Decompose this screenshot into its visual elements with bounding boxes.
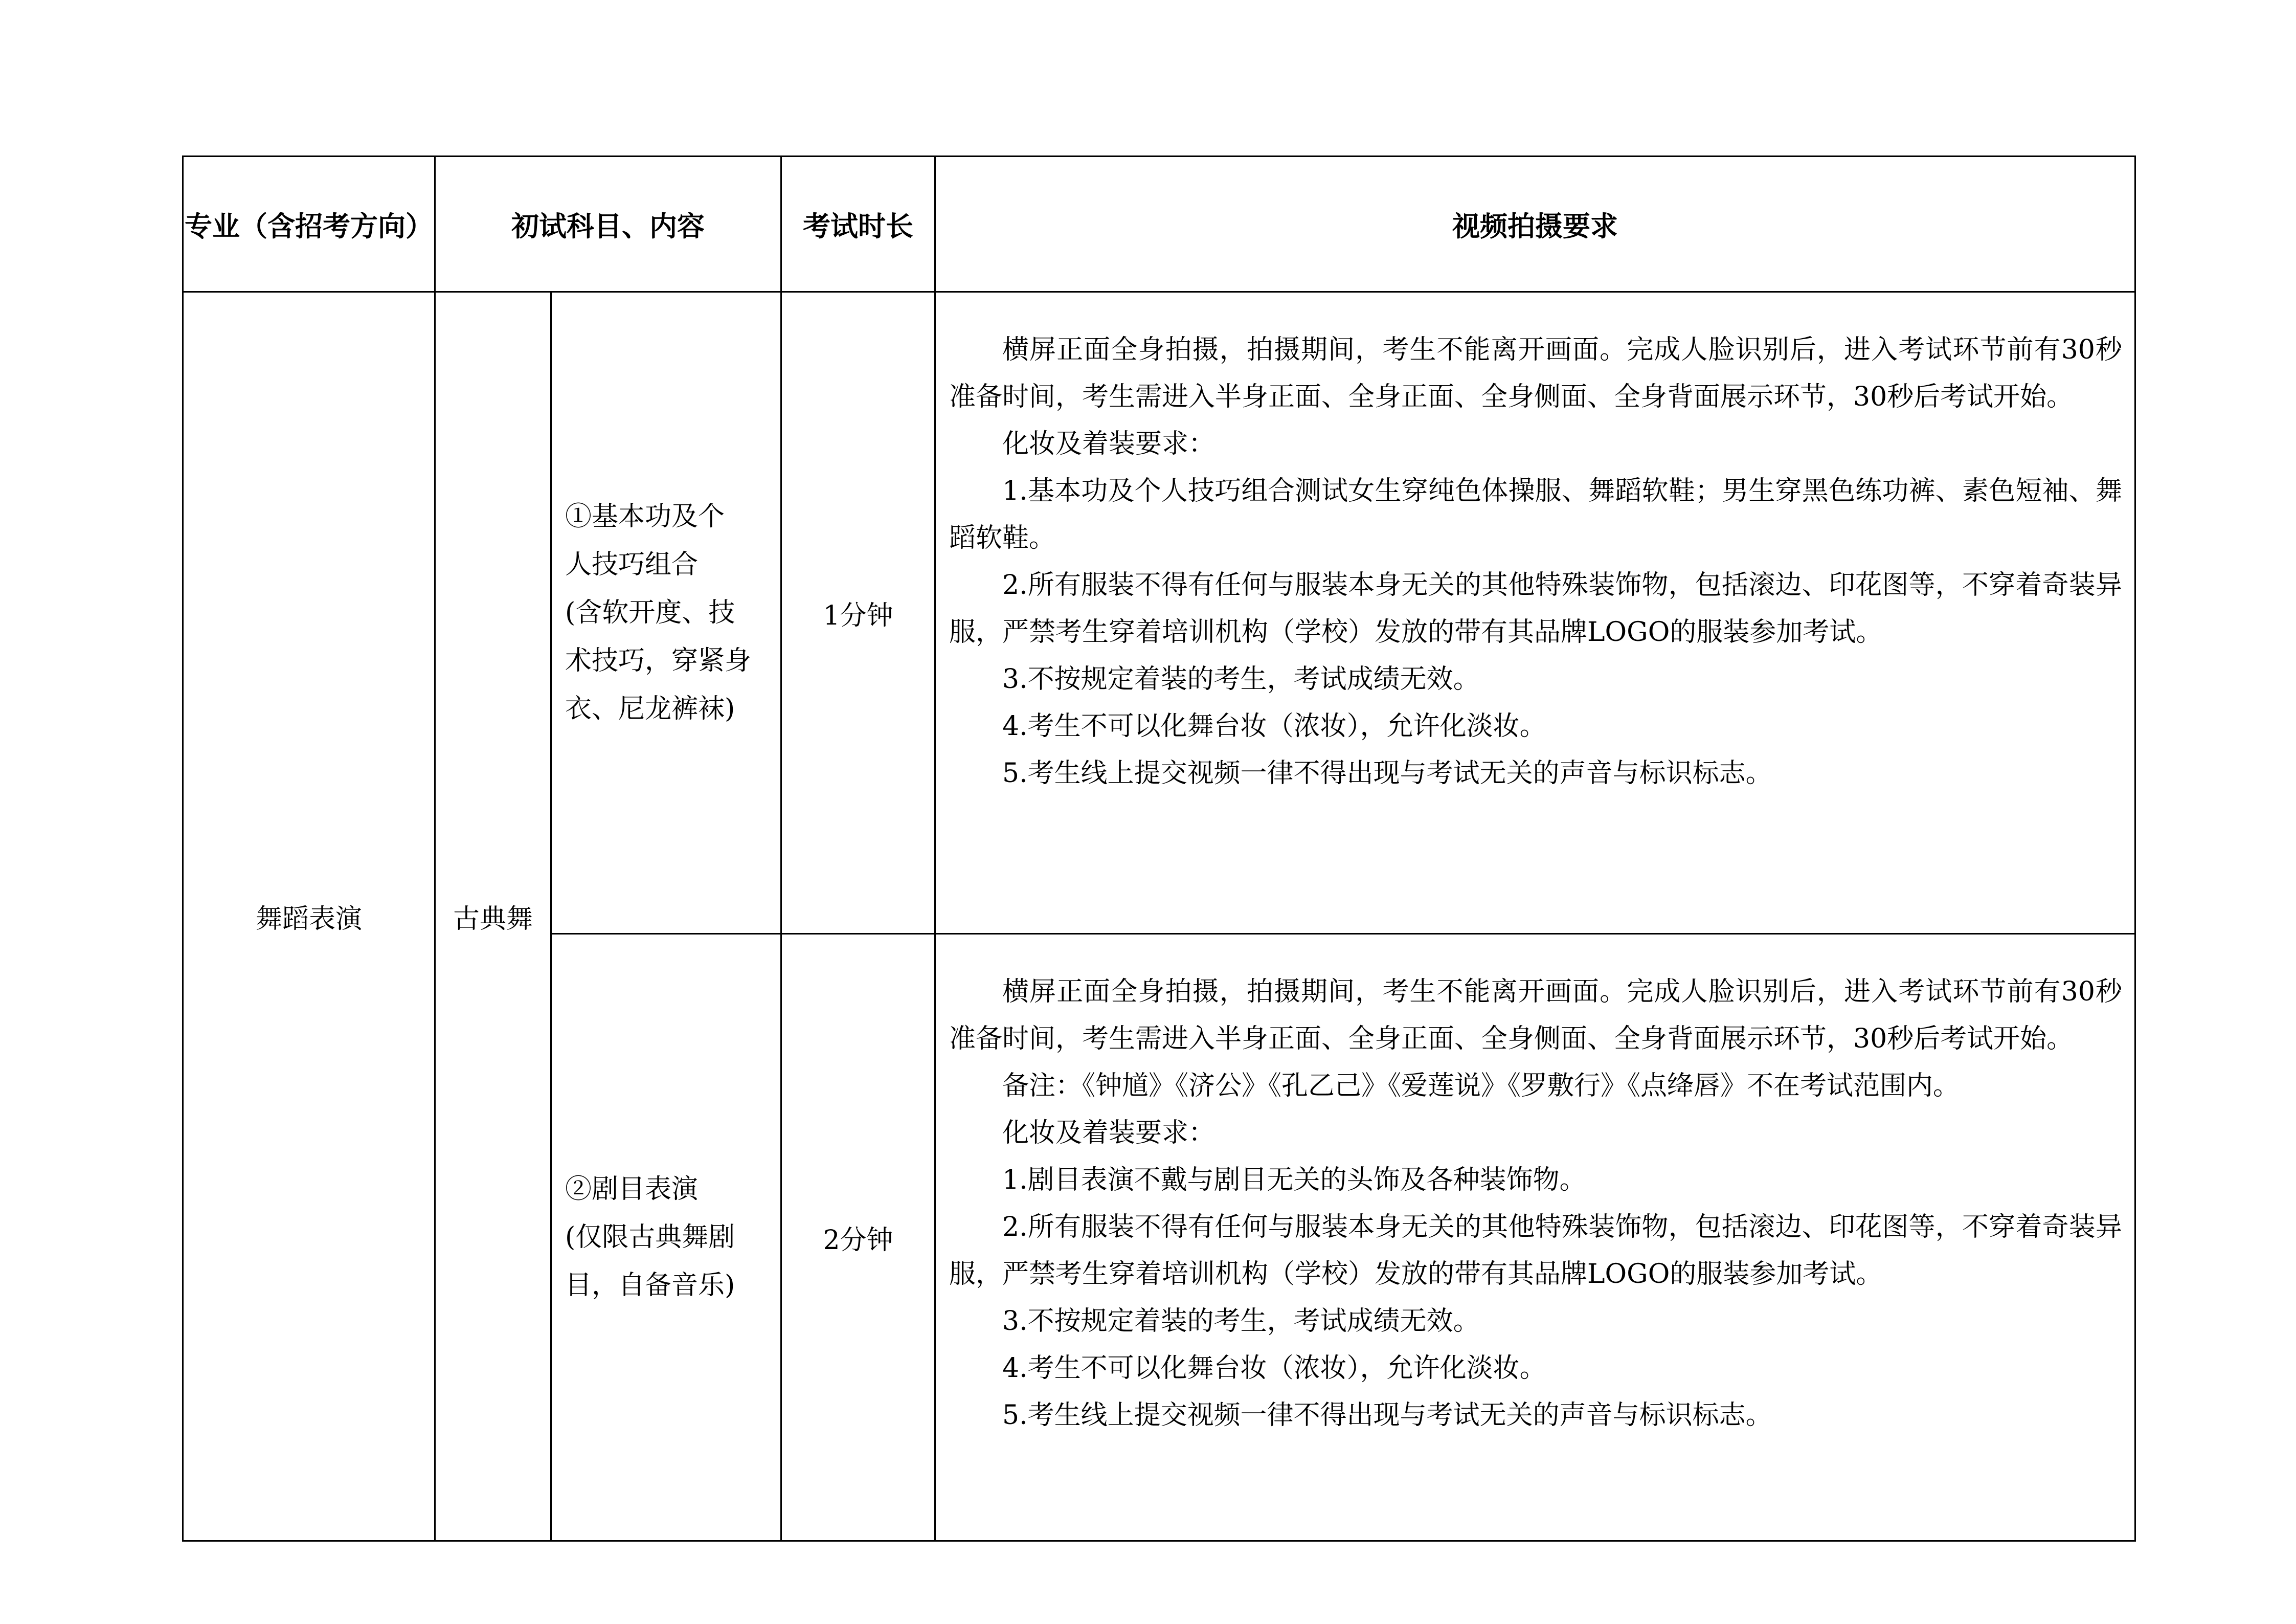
requirements-cell — [935, 934, 2135, 1541]
content-line: ②剧目表演 — [565, 1174, 699, 1205]
subject-content-cell — [551, 934, 781, 1541]
content-line: 目，自备音乐) — [565, 1270, 735, 1301]
content-line: 衣、尼龙裤袜) — [565, 694, 735, 724]
requirement-paragraph: 4.考生不可以化舞台妆（浓妆），允许化淡妆。 — [1002, 711, 1546, 742]
content-line: 术技巧，穿紧身 — [565, 646, 752, 676]
major-cell: 舞蹈表演 — [183, 292, 435, 1541]
header-duration: 考试时长 — [781, 157, 935, 292]
duration-cell: 1分钟 — [781, 292, 935, 934]
requirement-paragraph: 化妆及着装要求： — [1002, 429, 1215, 459]
exam-requirements-table — [182, 155, 2136, 1542]
requirement-paragraph: 3.不按规定着装的考生，考试成绩无效。 — [1002, 664, 1480, 695]
subject-content-cell — [551, 292, 781, 934]
direction-cell: 古典舞 — [435, 292, 551, 1541]
requirement-paragraph: 2.所有服装不得有任何与服装本身无关的其他特殊装饰物，包括滚边、印花图等，不穿着奇装异服，严禁考生穿着培训机构（学校）发放的带有其品牌LOGO的服装参加考试。 — [949, 570, 2122, 648]
requirements-cell — [935, 292, 2135, 934]
content-line: ①基本功及个 — [565, 501, 725, 532]
content-line: (含软开度、技 — [565, 597, 735, 628]
requirement-paragraph: 5.考生线上提交视频一律不得出现与考试无关的声音与标识标志。 — [1002, 758, 1772, 789]
requirement-paragraph: 横屏正面全身拍摄，拍摄期间，考生不能离开画面。完成人脸识别后，进入考试环节前有30秒准备时间，考生需进入半身正面、全身正面、全身侧面、全身背面展示环节，30秒后考试开始。 — [949, 335, 2122, 412]
requirement-paragraph: 横屏正面全身拍摄，拍摄期间，考生不能离开画面。完成人脸识别后，进入考试环节前有30秒准备时间，考生需进入半身正面、全身正面、全身侧面、全身背面展示环节，30秒后考试开始。 — [949, 976, 2122, 1054]
header-major: 专业（含招考方向） — [183, 157, 435, 292]
content-line: 人技巧组合 — [565, 549, 699, 580]
requirement-paragraph: 1.剧目表演不戴与剧目无关的头饰及各种装饰物。 — [1002, 1165, 1586, 1195]
requirement-paragraph: 3.不按规定着装的考生，考试成绩无效。 — [1002, 1306, 1480, 1337]
requirement-paragraph: 备注：《钟馗》《济公》《孔乙己》《爱莲说》《罗敷行》《点绛唇》不在考试范围内。 — [1002, 1071, 1960, 1101]
header-row — [183, 157, 2135, 292]
requirement-paragraph: 1.基本功及个人技巧组合测试女生穿纯色体操服、舞蹈软鞋；男生穿黑色练功裤、素色短袖、舞蹈软鞋。 — [949, 476, 2122, 553]
header-subject: 初试科目、内容 — [435, 157, 781, 292]
requirement-paragraph: 4.考生不可以化舞台妆（浓妆），允许化淡妆。 — [1002, 1353, 1546, 1384]
table-row — [183, 292, 2135, 934]
content-line: (仅限古典舞剧 — [565, 1222, 735, 1253]
requirement-paragraph: 5.考生线上提交视频一律不得出现与考试无关的声音与标识标志。 — [1002, 1400, 1772, 1431]
requirement-paragraph: 2.所有服装不得有任何与服装本身无关的其他特殊装饰物，包括滚边、印花图等，不穿着奇装异服，严禁考生穿着培训机构（学校）发放的带有其品牌LOGO的服装参加考试。 — [949, 1212, 2122, 1289]
header-requirements: 视频拍摄要求 — [935, 157, 2135, 292]
duration-cell: 2分钟 — [781, 934, 935, 1541]
requirement-paragraph: 化妆及着装要求： — [1002, 1118, 1215, 1148]
